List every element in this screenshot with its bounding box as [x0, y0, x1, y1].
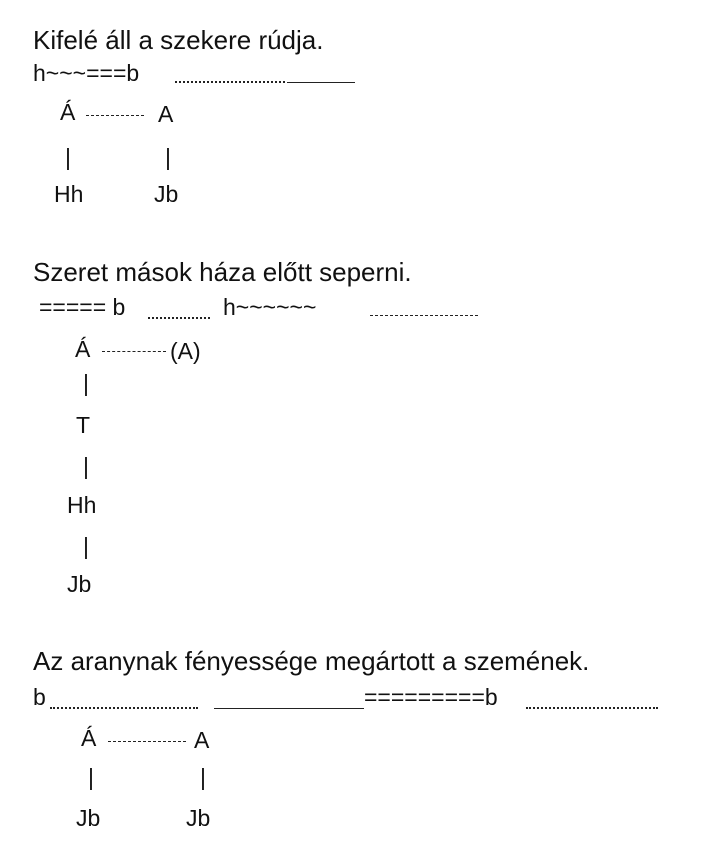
notation-2-part2: h~~~~~~	[223, 294, 317, 320]
node-3-a-acute: Á	[81, 725, 97, 751]
bar-2-2: |	[83, 453, 89, 479]
bar-1-left: |	[65, 144, 71, 170]
dotted-line-3b	[526, 707, 658, 709]
dotted-line-2	[148, 317, 210, 319]
bar-1-right: |	[165, 144, 171, 170]
connector-3	[108, 741, 186, 742]
bar-3-right: |	[200, 764, 206, 790]
bar-2-3: |	[83, 533, 89, 559]
notation-2-part1: ===== b	[39, 294, 126, 320]
notation-3-eq: =========b	[364, 684, 498, 710]
node-1-jb: Jb	[154, 181, 179, 207]
notation-3-b: b	[33, 684, 46, 710]
dotted-line-1	[175, 81, 285, 83]
node-2-a-acute: Á	[75, 336, 91, 362]
bar-2-1: |	[83, 370, 89, 396]
node-3-jb-left: Jb	[76, 805, 101, 831]
node-3-a: A	[194, 727, 210, 753]
node-2-hh: Hh	[67, 492, 97, 518]
node-2-jb: Jb	[67, 571, 92, 597]
bar-3-left: |	[88, 764, 94, 790]
sentence-1: Kifelé áll a szekere rúdja.	[33, 25, 324, 55]
node-2-a-paren: (A)	[170, 338, 201, 364]
node-1-a-acute: Á	[60, 99, 76, 125]
notation-1-left: h~~~===b	[33, 60, 140, 86]
dashed-line-2	[370, 315, 478, 316]
underline-3	[214, 708, 364, 709]
node-1-hh: Hh	[54, 181, 84, 207]
sentence-2: Szeret mások háza előtt seperni.	[33, 257, 412, 287]
node-1-a: A	[158, 101, 174, 127]
connector-2	[102, 351, 166, 352]
sentence-3: Az aranynak fényessége megártott a szemének.	[33, 646, 590, 676]
dotted-line-3a	[50, 707, 198, 709]
connector-1	[86, 115, 144, 116]
underline-1	[287, 82, 355, 83]
node-2-t: T	[76, 412, 91, 438]
node-3-jb-right: Jb	[186, 805, 211, 831]
